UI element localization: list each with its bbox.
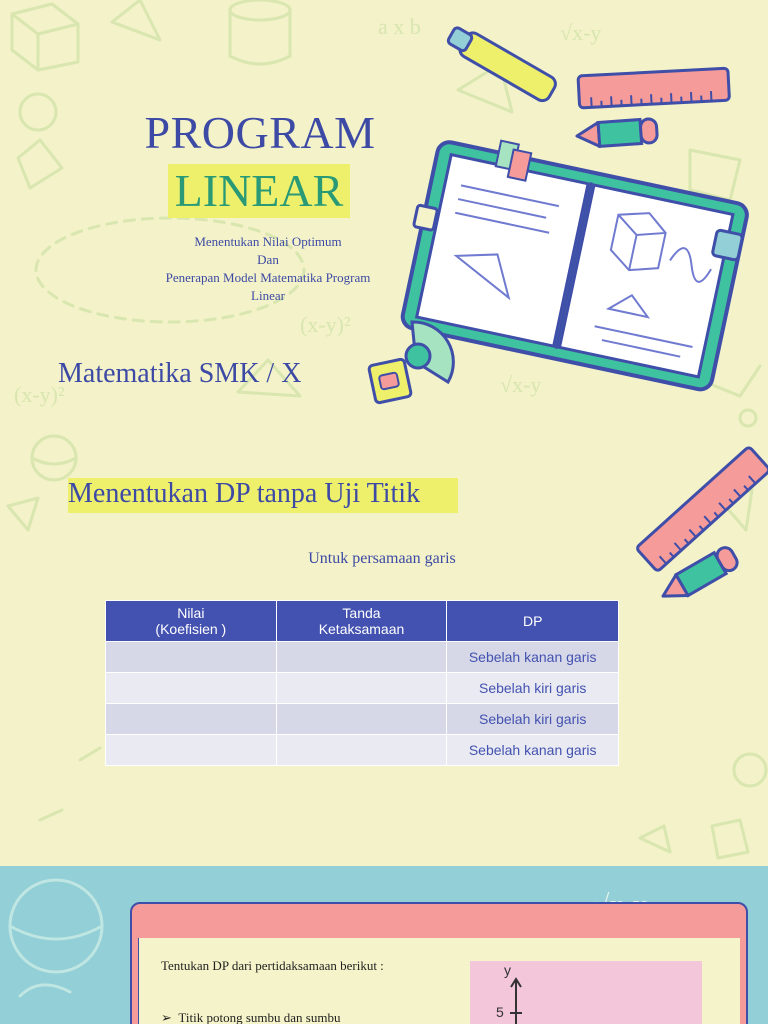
- sharpener-icon: [368, 322, 453, 403]
- task-text: Tentukan DP dari pertidaksamaan berikut :: [161, 958, 384, 973]
- title-program: PROGRAM: [144, 107, 376, 158]
- table-cell: Sebelah kanan garis: [447, 642, 619, 673]
- doodle-xy-mid: (x-y)²: [300, 312, 351, 337]
- table-cell: Sebelah kanan garis: [447, 735, 619, 766]
- marker-icon: [576, 118, 657, 148]
- subtitle-line-2: Dan: [257, 252, 279, 267]
- table-row: [106, 735, 619, 766]
- dp-table: [105, 600, 619, 766]
- section-subheading: Untuk persamaan garis: [308, 550, 456, 567]
- doodle-sqrt-top: √x-y: [560, 20, 602, 45]
- doodle-sqrt-mid: √x-y: [500, 372, 542, 397]
- bullet-item: [161, 1010, 340, 1024]
- header-tanda: Tanda Ketaksamaan: [276, 601, 447, 642]
- table-cell: Sebelah kiri garis: [447, 704, 619, 735]
- table-cell: [276, 704, 447, 735]
- ruler-icon: [578, 68, 729, 108]
- header-nilai: Nilai (Koefisien ): [106, 601, 277, 642]
- section-heading: Menentukan DP tanpa Uji Titik: [68, 478, 421, 509]
- table-cell: [276, 673, 447, 704]
- axis-tick-label: 5: [496, 1004, 504, 1020]
- table-cell: [106, 735, 277, 766]
- table-row: [106, 673, 619, 704]
- table-cell: [276, 642, 447, 673]
- table-cell: [106, 642, 277, 673]
- cube-doodle-icon: [12, 4, 78, 70]
- axis-y-label: y: [504, 962, 511, 978]
- subtitle-line-4: Linear: [251, 288, 285, 303]
- sphere-doodle-icon: [10, 880, 102, 972]
- sphere-doodle-icon: [32, 436, 76, 480]
- table-row: [106, 704, 619, 735]
- table-header-row: [106, 601, 619, 642]
- subtitle-line-1: Menentukan Nilai Optimum: [194, 234, 342, 249]
- axis-sketch: [470, 961, 702, 1024]
- bullet-text: Titik potong sumbu dan sumbu: [178, 1010, 341, 1024]
- course-label: Matematika SMK / X: [58, 358, 302, 389]
- title-linear: LINEAR: [174, 165, 344, 216]
- subtitle-line-3: Penerapan Model Matematika Program: [165, 270, 371, 285]
- table-row: [106, 642, 619, 673]
- cone-doodle-icon: [112, 0, 160, 40]
- table-cell: [106, 704, 277, 735]
- doodle-axb: a x b: [378, 14, 421, 39]
- table-cell: [106, 673, 277, 704]
- doodle-xy-left: (x-y)²: [14, 382, 65, 407]
- table-cell: [276, 735, 447, 766]
- table-cell: Sebelah kiri garis: [447, 673, 619, 704]
- subtitle: [120, 233, 416, 305]
- graph-photo: [470, 961, 702, 1024]
- header-dp: DP: [447, 601, 619, 642]
- arrow-bullet-icon: ➢: [161, 1010, 172, 1024]
